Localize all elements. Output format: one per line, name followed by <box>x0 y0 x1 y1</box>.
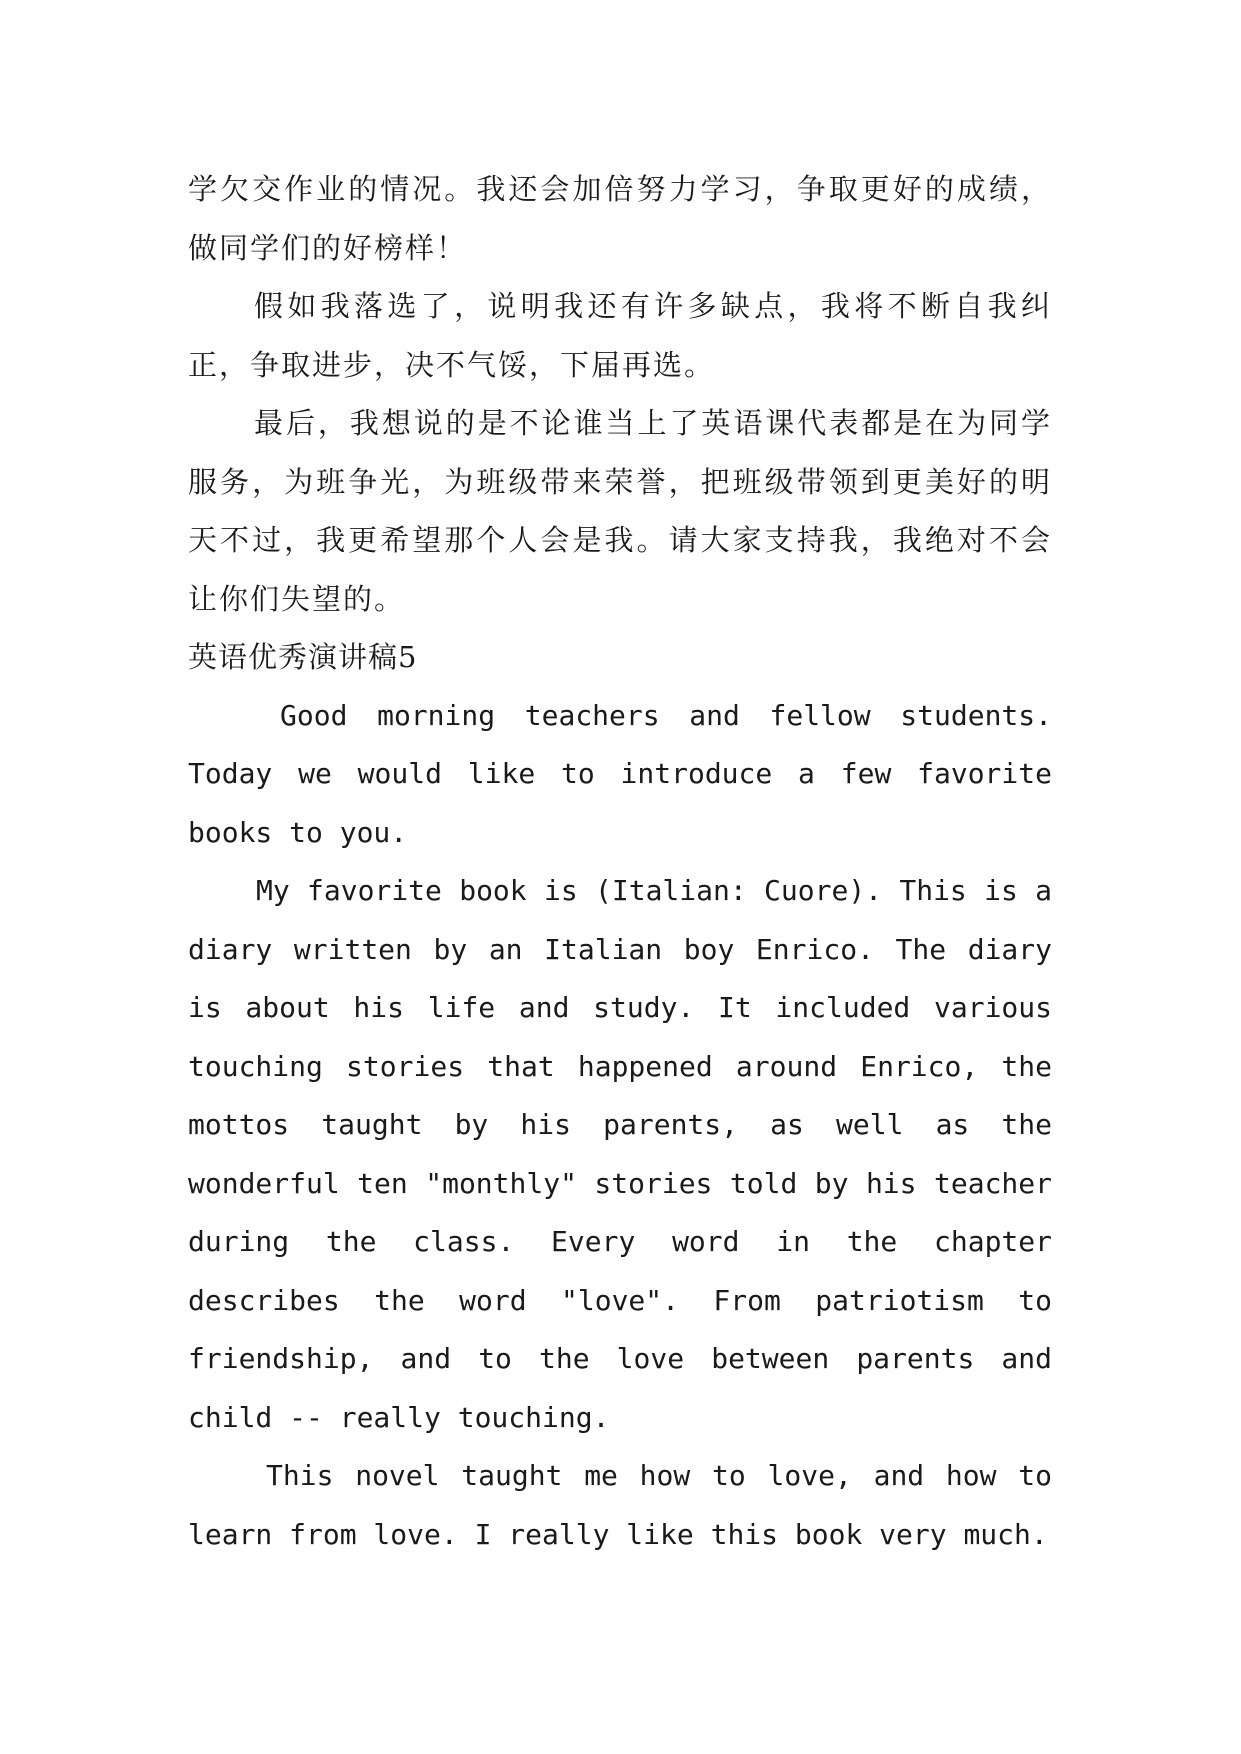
paragraph-continuation: 学欠交作业的情况。我还会加倍努力学习，争取更好的成绩，做同学们的好榜样！ <box>188 172 1052 265</box>
english-paragraph-favorite-book: My favorite book is (Italian: Cuore). This is a diary written by an Italian boy Enrico. The diary is about his life and study. It included various touching stories that happened around Enrico, the mottos taught by his parents, as well as the wonderful ten "monthly" stories told by his teacher during the class. Every word in the chapter describes the word "love". From patriotism to friendship, and to the love between parents and child -- really touching. <box>188 874 1052 1434</box>
section-heading: 英语优秀演讲稿5 <box>188 640 418 674</box>
paragraph-closing: 最后，我想说的是不论谁当上了英语课代表都是在为同学服务，为班争光，为班级带来荣誉，把班级带领到更美好的明天不过，我更希望那个人会是我。请大家支持我，我绝对不会让你们失望的。 <box>188 406 1052 616</box>
english-paragraph-conclusion: This novel taught me how to love, and how to learn from love. I really like this book very much. <box>188 1459 1052 1551</box>
paragraph-if-not-elected: 假如我落选了，说明我还有许多缺点，我将不断自我纠正，争取进步，决不气馁，下届再选。 <box>188 289 1052 382</box>
document-body <box>188 160 1052 1564</box>
english-paragraph-greeting: Good morning teachers and fellow students. Today we would like to introduce a few favorite books to you. <box>188 698 1052 849</box>
